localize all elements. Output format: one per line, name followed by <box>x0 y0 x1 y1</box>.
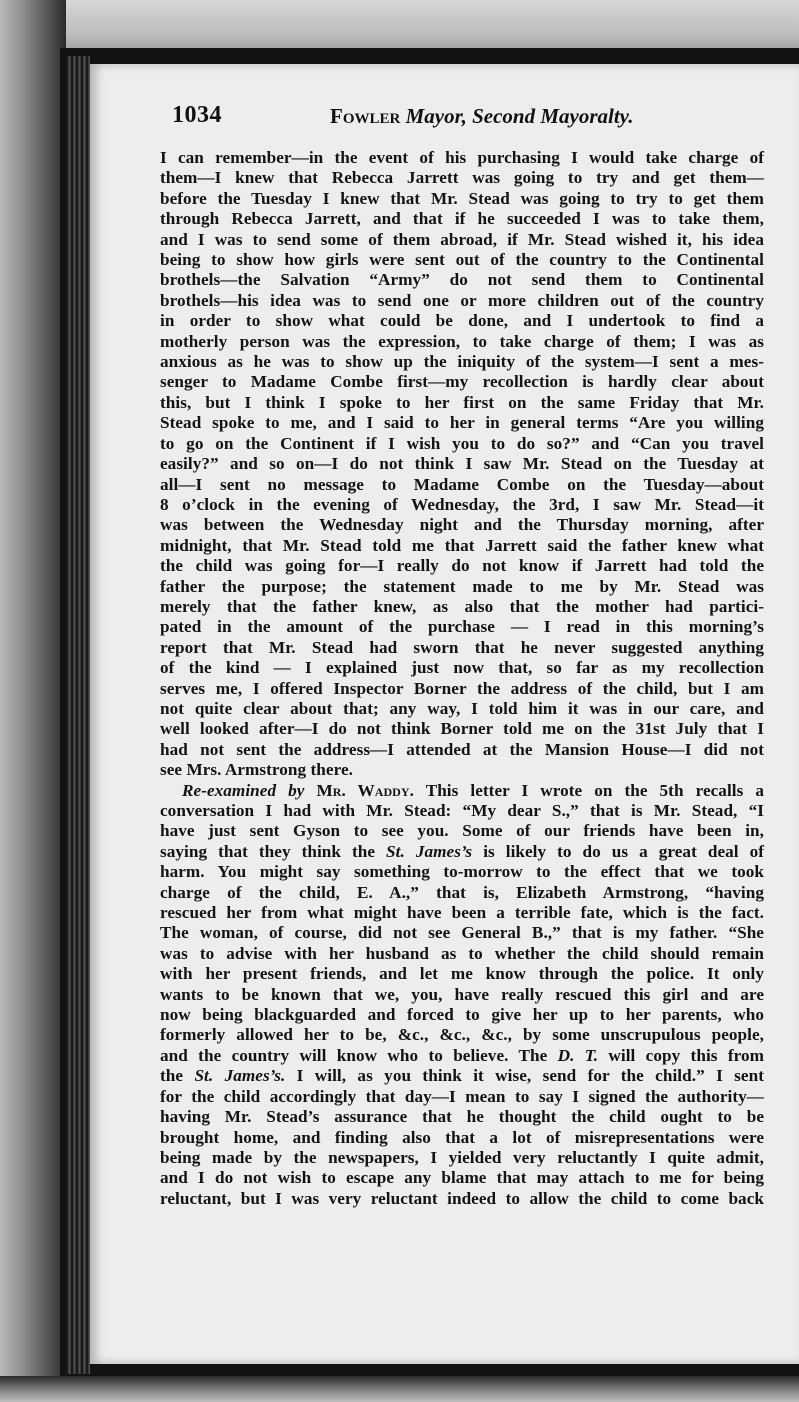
text-line: merely that the father knew, as also that the mother had partici- <box>160 596 764 616</box>
text-line: well looked after—I do not think Borner told me on the 31st July that I <box>160 719 764 739</box>
text-line: being made by the newspapers, I yielded very reluctantly I quite admit, <box>160 1147 764 1167</box>
text-run: will copy this from <box>608 1045 764 1065</box>
text-line: report that Mr. Stead had sworn that he never suggested anything <box>160 637 764 657</box>
text-line: had not sent the address—I attended at the Mansion House—I did not <box>160 739 764 759</box>
text-line: father the purpose; the statement made to me by Mr. Stead was <box>160 576 764 596</box>
text-line: brothels—his idea was to send one or more children out of the country <box>160 290 764 310</box>
text-line: formerly allowed her to be, &c., &c., &c., by some unscrupulous people, <box>160 1025 764 1045</box>
body-text <box>160 148 764 1209</box>
page-edges <box>66 56 90 1374</box>
text-line: wants to be known that we, you, have really rescued this girl and are <box>160 984 764 1004</box>
text-line: easily?” and so on—I do not think I saw Mr. Stead on the Tuesday at <box>160 454 764 474</box>
text-line: was to advise with her husband as to whether the child should remain <box>160 943 764 963</box>
text-run: is likely to do us a great deal of <box>483 841 764 861</box>
running-head <box>330 104 633 129</box>
text-line: charge of the child, E. A.,” that is, Elizabeth Armstrong, “having <box>160 882 764 902</box>
text-line: anxious as he was to show up the iniquity of the system—I sent a mes- <box>160 352 764 372</box>
paragraph-2 <box>160 781 764 1210</box>
text-line: and I do not wish to escape any blame that may attach to me for being <box>160 1168 764 1188</box>
text-line: Stead spoke to me, and I said to her in general terms “Are you willing <box>160 413 764 433</box>
text-line: serves me, I offered Inspector Borner the address of the child, but I am <box>160 678 764 698</box>
text-run: and the country will know who to believe. The <box>160 1045 548 1065</box>
text-line: motherly person was the expression, to take charge of them; I was as <box>160 331 764 351</box>
text-line <box>160 1046 764 1066</box>
text-line: this, but I think I spoke to her first on the same Friday that Mr. <box>160 392 764 412</box>
text-line: midnight, that Mr. Stead told me that Jarrett said the father knew what <box>160 535 764 555</box>
page-number: 1034 <box>172 102 222 128</box>
text-line: brought home, and finding also that a lot of misrepresentations were <box>160 1127 764 1147</box>
text-line: the child was going for—I really do not know if Jarrett had told the <box>160 556 764 576</box>
text-line: having Mr. Stead’s assurance that he thought the child ought to be <box>160 1107 764 1127</box>
scan-bottom-margin <box>0 1376 799 1402</box>
text-line: for the child accordingly that day—I mean to say I signed the authority— <box>160 1086 764 1106</box>
newspaper-title: D. T. <box>557 1045 599 1065</box>
paragraph-1 <box>160 148 764 781</box>
text-line: see Mrs. Armstrong there. <box>160 760 353 780</box>
text-line: brothels—the Salvation “Army” do not send them to Continental <box>160 270 764 290</box>
text-line <box>160 842 764 862</box>
newspaper-title: St. James’s. <box>194 1066 286 1086</box>
running-head-title: Mayor, Second Mayoralty. <box>405 104 634 128</box>
text-line: all—I sent no message to Madame Combe on the Tuesday—about <box>160 474 764 494</box>
text-line: I can remember—in the event of his purchasing I would take charge of <box>160 148 764 167</box>
text-line: them—I knew that Rebecca Jarrett was going to try and get them— <box>160 168 764 188</box>
page-header <box>170 100 730 140</box>
text-line: and I was to send some of them abroad, if Mr. Stead wished it, his idea <box>160 229 764 249</box>
newspaper-title: St. James’s <box>386 841 473 861</box>
text-run: This letter I wrote on the 5th recalls a <box>425 780 764 800</box>
text-line: being to show how girls were sent out of the country to the Continental <box>160 250 764 270</box>
examiner-name: Mr. Waddy. <box>316 780 414 800</box>
text-line: conversation I had with Mr. Stead: “My dear S.,” that is Mr. Stead, “I <box>160 801 764 820</box>
text-line: before the Tuesday I knew that Mr. Stead was going to try to get them <box>160 188 764 208</box>
text-line: to go on the Continent if I wish you to do so?” and “Can you travel <box>160 433 764 453</box>
text-line <box>160 1066 764 1086</box>
text-line: rescued her from what might have been a terrible fate, which is the fact. <box>160 903 764 923</box>
text-run: I will, as you think it wise, send for the child.” I sent <box>296 1066 764 1086</box>
running-head-name: Fowler <box>330 104 401 128</box>
text-line: 8 o’clock in the evening of Wednesday, the 3rd, I saw Mr. Stead—it <box>160 494 764 514</box>
text-line: The woman, of course, did not see General B.,” that is my father. “She <box>160 923 764 943</box>
text-run: saying that they think the <box>160 841 376 861</box>
text-run: the <box>160 1066 184 1086</box>
text-line: in order to show what could be done, and I undertook to find a <box>160 311 764 331</box>
text-line: with her present friends, and let me know through the police. It only <box>160 964 764 984</box>
text-line <box>160 781 764 801</box>
text-line: was between the Wednesday night and the Thursday morning, after <box>160 515 764 535</box>
text-line: senger to Madame Combe first—my recollection is hardly clear about <box>160 372 764 392</box>
text-line: have just sent Gyson to see you. Some of our friends have been in, <box>160 821 764 841</box>
text-line: harm. You might say something to-morrow to the effect that we took <box>160 862 764 882</box>
text-line: not quite clear about that; any way, I told him it was in our care, and <box>160 698 764 718</box>
scan-left-shadow <box>0 0 66 1402</box>
text-line: now being blackguarded and forced to give her up to her parents, who <box>160 1005 764 1025</box>
text-line: pated in the amount of the purchase — I read in this morning’s <box>160 617 764 637</box>
text-line: through Rebecca Jarrett, and that if he succeeded I was to take them, <box>160 209 764 229</box>
re-examined-label: Re-examined by <box>182 780 305 800</box>
text-line: of the kind — I explained just now that, so far as my recollection <box>160 658 764 678</box>
text-line: reluctant, but I was very reluctant indeed to allow the child to come back <box>160 1188 764 1208</box>
